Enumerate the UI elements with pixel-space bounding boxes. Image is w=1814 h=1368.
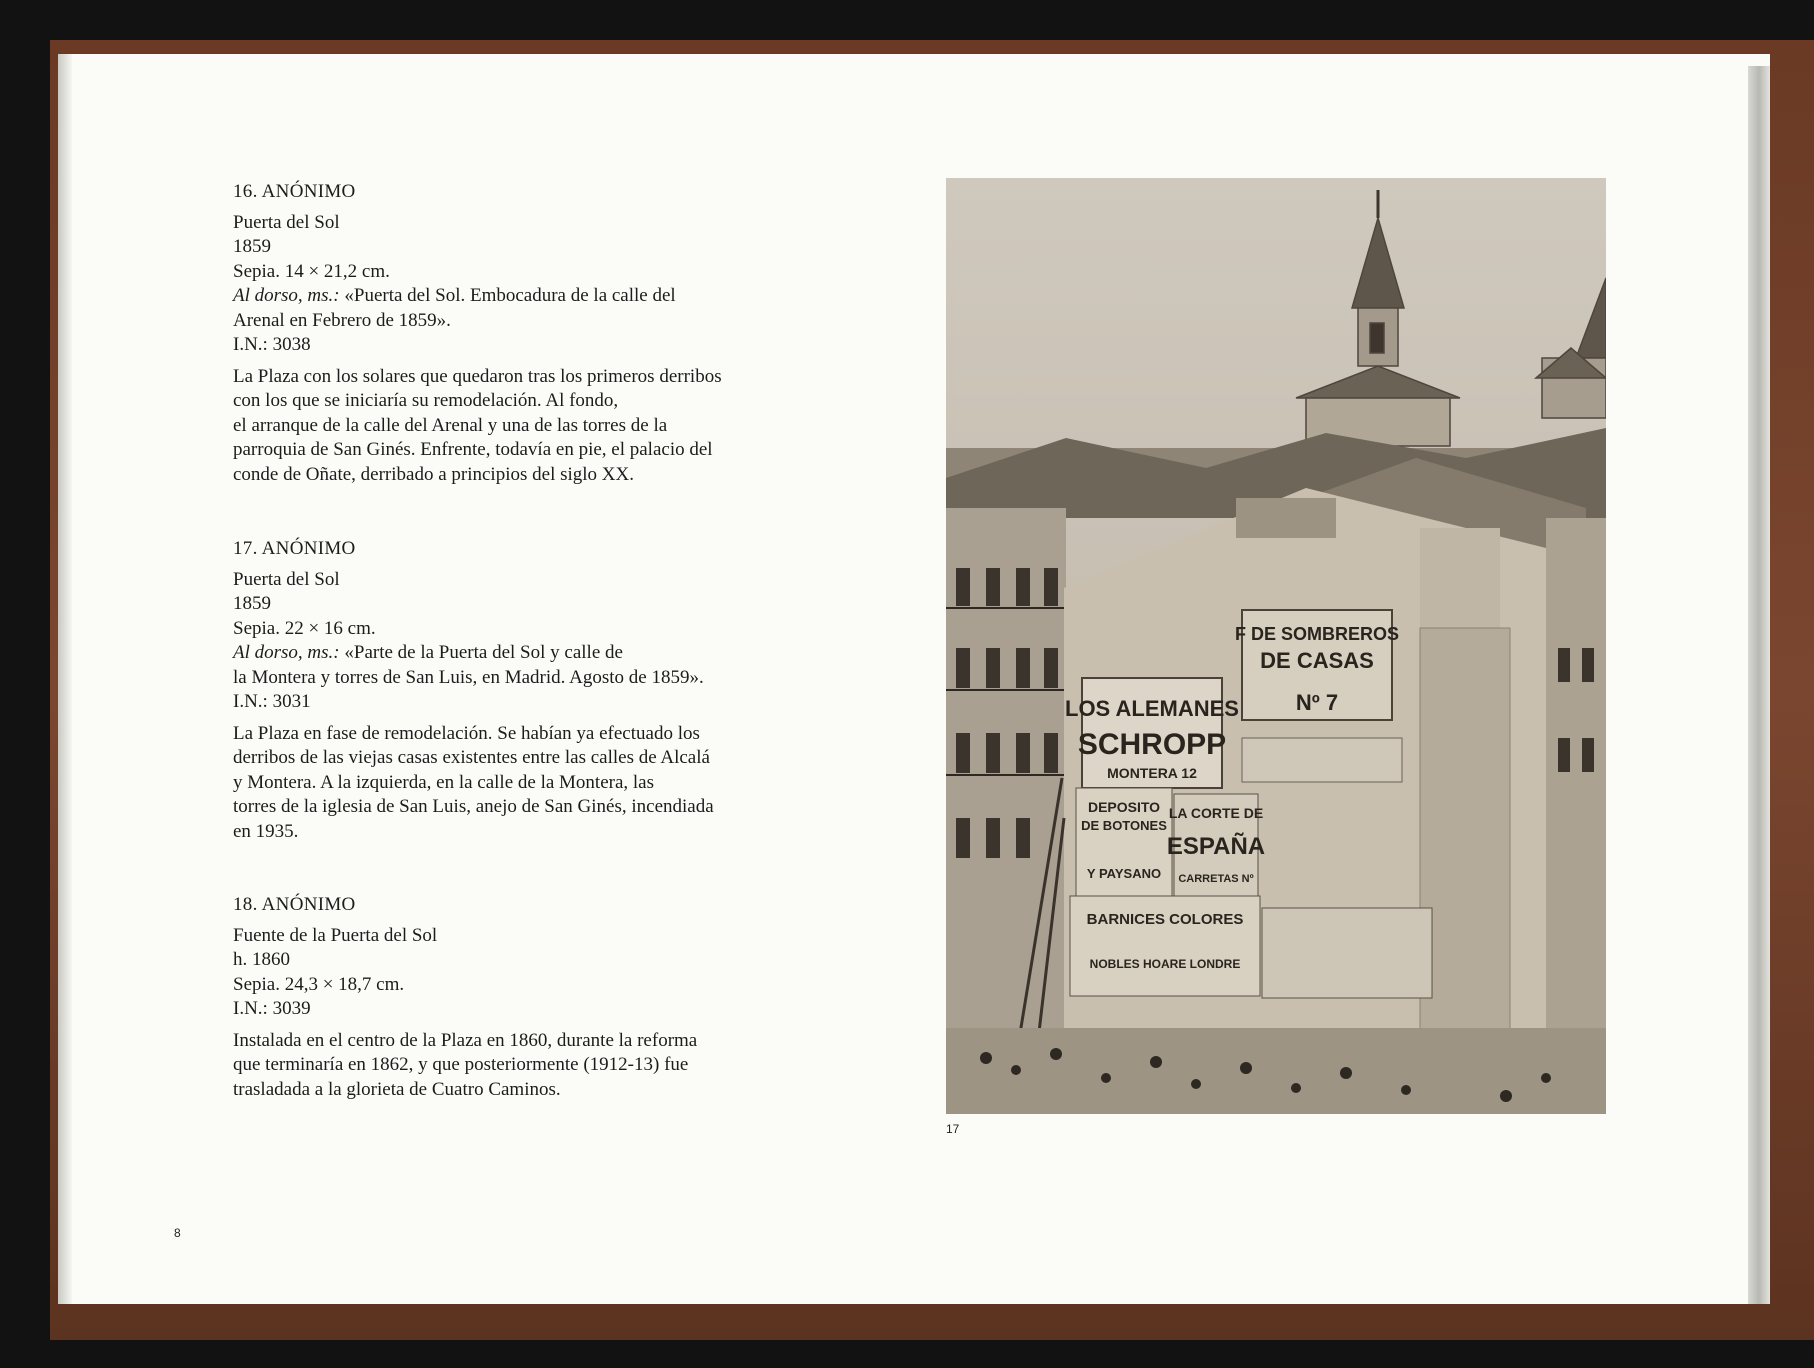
poster-chocolate [1262, 908, 1432, 998]
sign-text: Y PAYSANO [1086, 866, 1162, 881]
entry-dorso-cont: la Montera y torres de San Luis, en Madrid. Agosto de 1859». [233, 666, 704, 688]
description-line: parroquia de San Ginés. Enfrente, todavía en pie, el palacio del [233, 439, 713, 460]
description-line: que terminaría en 1862, y que posteriormente (1912-13) fue [233, 1054, 689, 1075]
sepia-photograph [946, 178, 1606, 1114]
sign-text: LOS ALEMANES [1065, 696, 1239, 721]
entry-date: h. 1860 [233, 949, 290, 970]
sign-text: SCHROPP [1077, 728, 1227, 761]
description-line: con los que se iniciaría su remodelación. Al fondo, [233, 390, 619, 411]
sign-text: MONTERA 12 [1107, 765, 1197, 781]
page-number: 8 [174, 1226, 181, 1240]
sign-text: DEPOSITO [1087, 799, 1161, 815]
description-line: trasladada a la glorieta de Cuatro Caminos. [233, 1078, 561, 1100]
sign-text: F DE SOMBREROS [1234, 624, 1400, 644]
entry-date: 1859 [233, 236, 271, 257]
catalog-entry-18 [233, 893, 893, 1102]
poster-sombreros [1235, 610, 1399, 720]
poster-barnices [1070, 896, 1260, 996]
photo-caption: 17 [946, 1122, 960, 1136]
catalog-entry-17 [233, 537, 893, 844]
entry-date: 1859 [233, 593, 271, 614]
description-line: Instalada en el centro de la Plaza en 1860, durante la reforma [233, 1029, 698, 1051]
entry-title: Puerta del Sol [233, 568, 340, 590]
dorso-text: «Parte de la Puerta del Sol y calle de [339, 642, 623, 663]
entry-technique: Sepia. 22 × 16 cm. [233, 617, 376, 639]
entry-dorso [233, 284, 893, 309]
sign-text: LA CORTE DE [1168, 805, 1264, 821]
dorso-text: «Puerta del Sol. Embocadura de la calle del [339, 285, 676, 306]
sign-text: ESPAÑA [1166, 833, 1266, 860]
dorso-label: Al dorso, ms.: [233, 285, 340, 306]
photo-illustration [946, 178, 1606, 1114]
poster-stripes [1242, 738, 1402, 782]
sign-text: NOBLES HOARE LONDRE [1089, 957, 1241, 971]
description-line: derribos de las viejas casas existentes entre las calles de Alcalá [233, 747, 710, 768]
entry-inventory: I.N.: 3031 [233, 691, 311, 712]
description-line: La Plaza en fase de remodelación. Se habían ya efectuado los [233, 722, 700, 744]
description-line: conde de Oñate, derribado a principios del siglo XX. [233, 463, 634, 485]
description-line: torres de la iglesia de San Luis, anejo de San Ginés, incendiada [233, 796, 714, 817]
page-edge [1748, 66, 1770, 1304]
sign-text: DE CASAS [1260, 648, 1374, 673]
entry-technique: Sepia. 14 × 21,2 cm. [233, 260, 390, 282]
entry-heading: 18. ANÓNIMO [233, 894, 356, 915]
entry-description [233, 1029, 893, 1103]
sign-text: Nº 7 [1295, 690, 1339, 715]
description-line: y Montera. A la izquierda, en la calle de la Montera, las [233, 771, 655, 793]
sign-text: CARRETAS Nº [1178, 873, 1254, 885]
entry-dorso [233, 641, 893, 666]
entry-inventory: I.N.: 3039 [233, 998, 311, 1019]
sign-text: DE BOTONES [1081, 818, 1167, 833]
entry-heading: 17. ANÓNIMO [233, 538, 356, 559]
entry-technique: Sepia. 24,3 × 18,7 cm. [233, 973, 405, 995]
catalog-entry-16 [233, 180, 893, 487]
sign-text: BARNICES COLORES [1086, 911, 1244, 928]
dorso-label: Al dorso, ms.: [233, 642, 340, 663]
entry-heading: 16. ANÓNIMO [233, 181, 356, 202]
description-line: en 1935. [233, 820, 299, 842]
entry-inventory: I.N.: 3038 [233, 334, 311, 355]
description-line: el arranque de la calle del Arenal y una de las torres de la [233, 414, 668, 436]
poster-alemanes [1065, 678, 1239, 788]
entry-title: Puerta del Sol [233, 211, 340, 233]
entry-description [233, 365, 893, 488]
entry-dorso-cont: Arenal en Febrero de 1859». [233, 309, 451, 331]
description-line: La Plaza con los solares que quedaron tras los primeros derribos [233, 365, 722, 387]
entry-description [233, 722, 893, 845]
poster-espana [1167, 794, 1265, 896]
page-gutter [58, 54, 72, 1304]
right-building [1546, 518, 1606, 1058]
poster-deposito [1076, 788, 1172, 896]
entry-title: Fuente de la Puerta del Sol [233, 924, 438, 946]
